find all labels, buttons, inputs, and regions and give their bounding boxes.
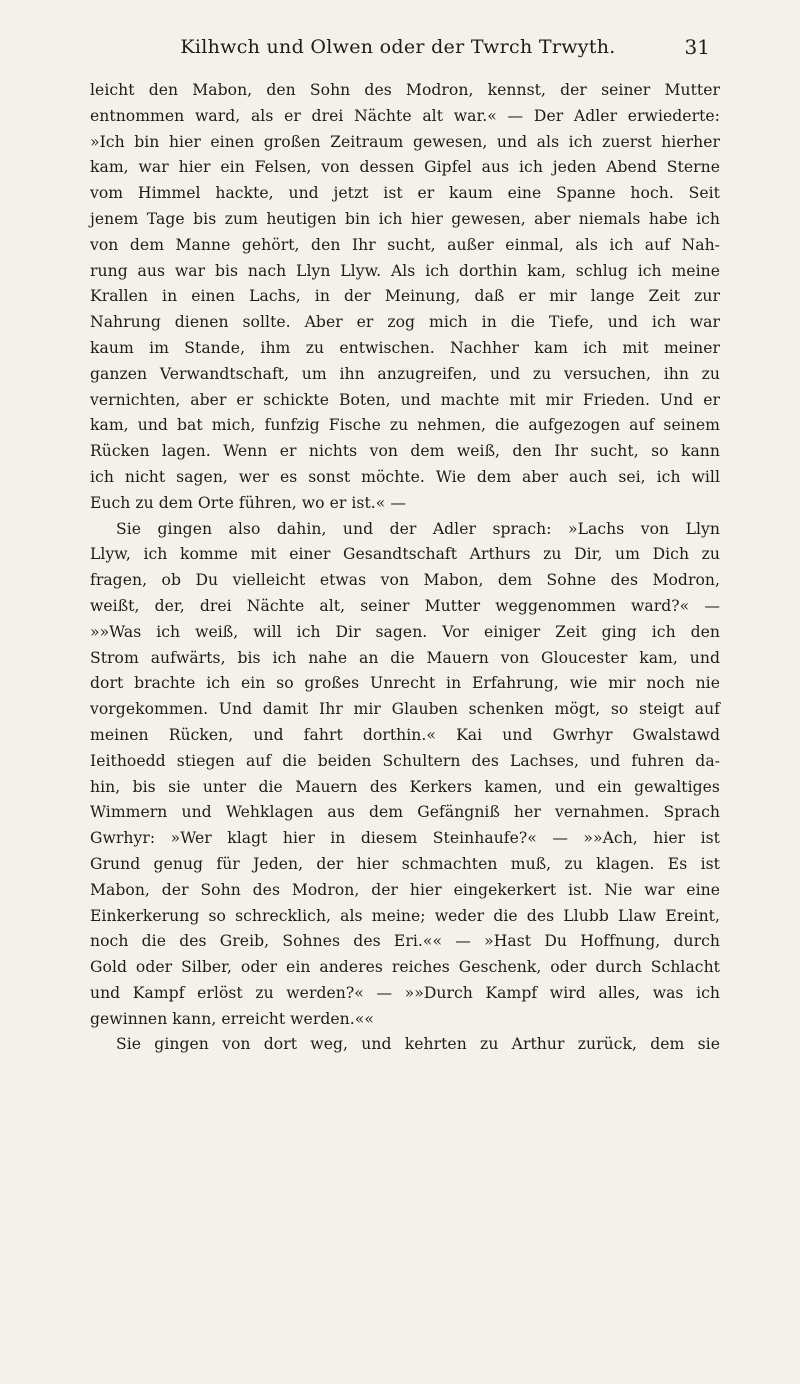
running-head <box>86 30 710 64</box>
text-line: Einkerkerung so schrecklich, als meine; weder die des Llubb Llaw Ereint, <box>90 906 720 925</box>
text-line: ich nicht sagen, wer es sonst möchte. Wie dem aber auch sei, ich will <box>90 467 720 486</box>
text-line: kam, war hier ein Felsen, von dessen Gipfel aus ich jeden Abend Sterne <box>90 158 720 177</box>
text-line: Gold oder Silber, oder ein anderes reiches Geschenk, oder durch Schlacht <box>90 958 720 977</box>
text-line: kaum im Stande, ihm zu entwischen. Nachher kam ich mit meiner <box>90 338 720 357</box>
text-line: gewinnen kann, erreicht werden.«« <box>90 1009 374 1028</box>
text-line: weißt, der, drei Nächte alt, seiner Mutter weggenommen ward?« — <box>90 596 720 615</box>
text-line: und Kampf erlöst zu werden?« — »»Durch Kampf wird alles, was ich <box>90 983 720 1002</box>
text-line: fragen, ob Du vielleicht etwas von Mabon, dem Sohne des Modron, <box>90 571 720 590</box>
text-line: Ieithoedd stiegen auf die beiden Schultern des Lachses, und fuhren da- <box>90 751 720 770</box>
running-title: Kilhwch und Olwen oder der Twrch Trwyth. <box>180 36 616 58</box>
text-line: Wimmern und Wehklagen aus dem Gefängniß her vernahmen. Sprach <box>90 803 720 822</box>
text-line: Sie gingen von dort weg, und kehrten zu Arthur zurück, dem sie <box>116 1035 720 1054</box>
text-line: Mabon, der Sohn des Modron, der hier eingekerkert ist. Nie war eine <box>90 880 720 899</box>
text-line: meinen Rücken, und fahrt dorthin.« Kai und Gwrhyr Gwalstawd <box>90 725 720 744</box>
text-line: »»Was ich weiß, will ich Dir sagen. Vor einiger Zeit ging ich den <box>90 622 720 641</box>
text-line: Krallen in einen Lachs, in der Meinung, daß er mir lange Zeit zur <box>90 287 720 306</box>
text-line: Strom aufwärts, bis ich nahe an die Mauern von Gloucester kam, und <box>90 648 720 667</box>
text-line: Euch zu dem Orte führen, wo er ist.« — <box>90 493 407 512</box>
text-line: Nahrung dienen sollte. Aber er zog mich in die Tiefe, und ich war <box>90 313 720 332</box>
text-line: hin, bis sie unter die Mauern des Kerkers kamen, und ein gewaltiges <box>90 777 720 796</box>
text-line: vorgekommen. Und damit Ihr mir Glauben schenken mögt, so steigt auf <box>90 700 720 719</box>
text-line: rung aus war bis nach Llyn Llyw. Als ich dorthin kam, schlug ich meine <box>90 261 720 280</box>
text-line: Llyw, ich komme mit einer Gesandtschaft Arthurs zu Dir, um Dich zu <box>90 545 720 564</box>
text-line: von dem Manne gehört, den Ihr sucht, außer einmal, als ich auf Nah- <box>90 235 720 254</box>
text-line: vom Himmel hackte, und jetzt ist er kaum eine Spanne hoch. Seit <box>90 184 720 203</box>
body-text <box>90 78 720 1058</box>
text-line: jenem Tage bis zum heutigen bin ich hier gewesen, aber niemals habe ich <box>90 209 720 228</box>
text-line: Gwrhyr: »Wer klagt hier in diesem Steinhaufe?« — »»Ach, hier ist <box>90 829 720 848</box>
text-line: leicht den Mabon, den Sohn des Modron, kennst, der seiner Mutter <box>90 81 720 99</box>
text-line: »Ich bin hier einen großen Zeitraum gewesen, und als ich zuerst hierher <box>90 132 720 151</box>
page-number: 31 <box>684 35 710 59</box>
text-line: ganzen Verwandtschaft, um ihn anzugreifen, und zu versuchen, ihn zu <box>90 364 720 383</box>
text-line: entnommen ward, als er drei Nächte alt war.« — Der Adler erwiederte: <box>90 106 720 125</box>
text-line: noch die des Greib, Sohnes des Eri.«« — »Hast Du Hoffnung, durch <box>90 932 720 951</box>
text-line: Rücken lagen. Wenn er nichts von dem weiß, den Ihr sucht, so kann <box>90 442 720 461</box>
text-line: dort brachte ich ein so großes Unrecht in Erfahrung, wie mir noch nie <box>90 674 720 693</box>
text-line: Grund genug für Jeden, der hier schmachten muß, zu klagen. Es ist <box>90 854 720 873</box>
text-line: kam, und bat mich, funfzig Fische zu nehmen, die aufgezogen auf seinem <box>90 416 720 435</box>
text-line: Sie gingen also dahin, und der Adler sprach: »Lachs von Llyn <box>116 519 720 538</box>
text-line: vernichten, aber er schickte Boten, und machte mit mir Frieden. Und er <box>90 390 720 409</box>
